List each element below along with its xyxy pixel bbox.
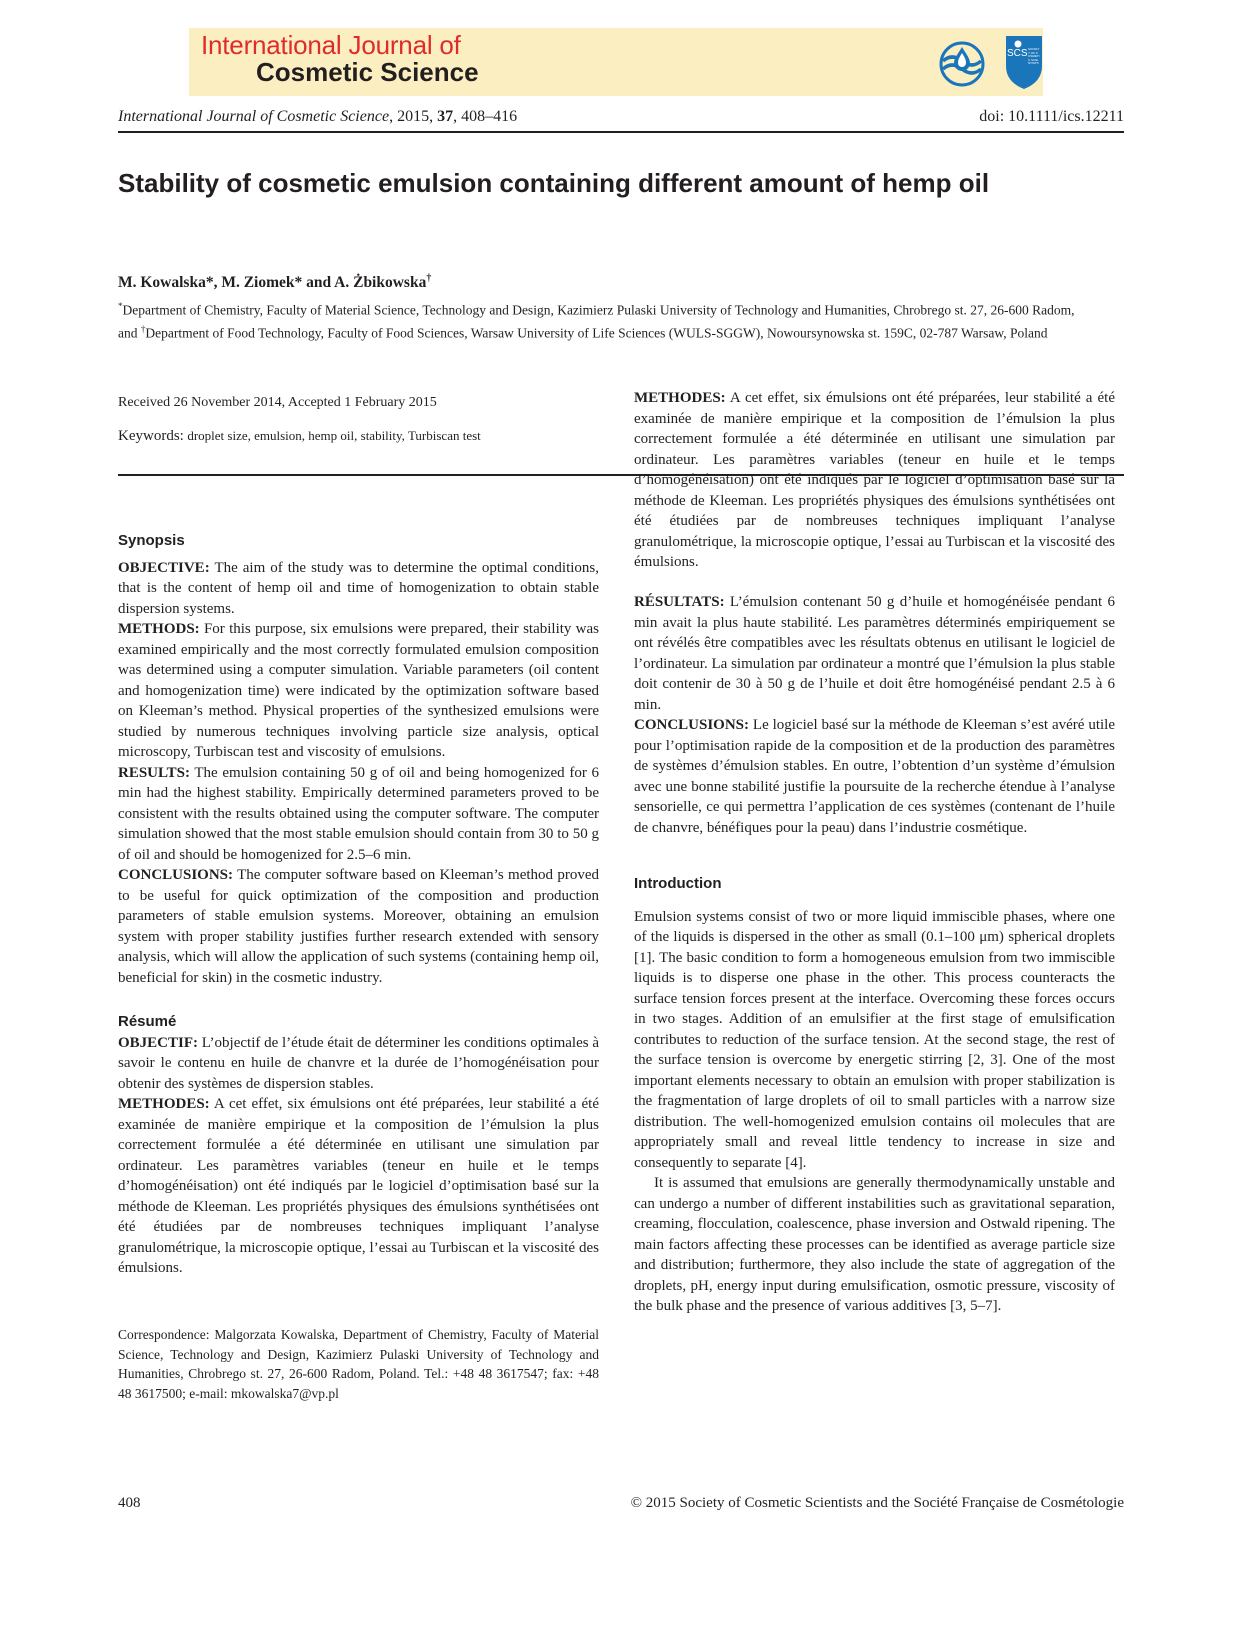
results-label: RESULTS: <box>118 764 190 781</box>
synopsis-conclusions <box>118 865 599 988</box>
resume-methodes-continued <box>634 390 1115 592</box>
journal-title-line1: International Journal of <box>201 30 461 60</box>
affiliation-2: Department of Food Technology, Faculty of Food Sciences, Warsaw University of Life Sciences (WULS-SGGW), Nowoursynowska st. 159C, 02-787 Warsaw, Poland <box>145 325 1048 341</box>
synopsis-heading: Synopsis <box>118 532 185 549</box>
resume-heading: Résumé <box>118 1013 177 1030</box>
journal-logo-title <box>201 32 479 85</box>
resultats-text: L’émulsion contenant 50 g d’huile et homogénéisée pendant 6 min avait la plus haute stabilité. Les paramètres déterminés empiriquement se ont révélés être compatibles avec les résultats obtenus en utilisant le logiciel de l’ordinateur. La simulation par ordinateur a montré que l’émulsion la plus stable doit contenir de 30 à 50 g de l’huile et doit être homogénéisé pendant 2.5 à 6 min. <box>634 594 1116 713</box>
resume-objectif <box>118 1033 599 1095</box>
resume-methodes <box>118 1094 599 1279</box>
introduction-para-1: Emulsion systems consist of two or more liquid immiscible phases, where one of the liquids is dispersed in the other as small (0.1–100 μm) spherical droplets [1]. The basic condition to form a homogeneous emulsion from two immiscible liquids is to disperse one phase in the other. This process counteracts the surface tension forces present at the interface. Overcoming these forces occurs in two stages. Addition of an emulsifier at the first stage of emulsification contributes to reduction of the surface tension. At the second stage, the rest of the surface tension is overcome by energetic stirring [2, 3]. One of the most important elements necessary to obtain an emulsion with proper stabilization is the fragmentation of large droplets of oil to small particles with a narrow size distribution. The well-homogenized emulsion contains oil molecules that are appropriately small and reveal little tendency to increase in size and consequently to separate [4]. <box>634 908 1115 1171</box>
conclusions-text: The computer software based on Kleeman’s method proved to be useful for quick optimization of the composition and production parameters of stable emulsion systems. Moreover, obtaining an emulsion system with proper stability justifies further research extended with sensory analysis, which will allow the application of such systems (containing hemp oil, beneficial for skin) in the cosmetic industry. <box>118 867 599 986</box>
methods-text: For this purpose, six emulsions were prepared, their stability was examined empirically and the most correctly formulated emulsion composition was determined using a computer simulation. Variable parameters (oil content and homogenization time) were indicated by the optimization software based on Kleeman’s method. Physical properties of the synthesized emulsions were studied by numerous techniques involving particle size analysis, optical microscopy, Turbiscan test and viscosity of emulsions. <box>118 621 599 760</box>
society-shield <box>1004 34 1044 90</box>
left-column <box>118 531 599 1276</box>
resume-resultats <box>634 592 1115 715</box>
citation-volume: 37 <box>437 108 454 125</box>
objective-text: The aim of the study was to determine the optimal conditions, that is the content of hemp oil and time of homogenization to obtain stable dispersion systems. <box>118 559 599 617</box>
synopsis-objective <box>118 558 599 620</box>
keywords-list: droplet size, emulsion, hemp oil, stability, Turbiscan test <box>187 428 481 443</box>
resume-conclusions <box>634 715 1115 838</box>
citation <box>118 108 517 126</box>
resume-conclusions-label: CONCLUSIONS: <box>634 717 750 733</box>
resume-methodes-clip <box>118 1094 599 1276</box>
introduction-para-2: It is assumed that emulsions are generally thermodynamically unstable and can undergo a number of different instabilities such as gravitational separation, creaming, flocculation, coalescence, phase inversion and Ostwald ripening. The main factors affecting these processes can be identified as average particle size and distribution; furthermore, they also include the state of aggregation of the droplets, pH, energy input during emulsification, osmotic pressure, viscosity of the bulk phase and the presence of various additives [3, 5–7]. <box>634 1175 1115 1314</box>
copyright: © 2015 Society of Cosmetic Scientists and the Société Française de Cosmétologie <box>630 1495 1124 1511</box>
author-names: M. Kowalska*, M. Ziomek* and A. Żbikowska <box>118 274 427 292</box>
affiliation-mark-2: † <box>140 324 146 334</box>
header-rule <box>118 131 1124 133</box>
synopsis-methods <box>118 619 599 763</box>
methodes-text: A cet effet, six émulsions ont été préparées, leur stabilité a été examinée de manière empirique et la composition de l’émulsion la plus correctement formulée a été déterminée en utilisant une simulation par ordinateur. Les paramètres variables (teneur en huile et le temps d’homogénéisation) ont été indiqués par le logiciel d’optimisation basé sur la méthode de Kleeman. Les propriétés physiques des émulsions synthétisées ont été étudiées par de nombreuses techniques impliquant l’analyse granulométrique, la microscopie optique, l’essai au Turbiscan et la viscosité des émulsions. <box>118 1096 599 1276</box>
article-title: Stability of cosmetic emulsion containing different amount of hemp oil <box>118 168 990 198</box>
methodes-continued <box>634 388 1115 573</box>
page-number: 408 <box>118 1495 141 1511</box>
authors <box>118 273 431 292</box>
received-dates: Received 26 November 2014, Accepted 1 February 2015 <box>118 395 437 410</box>
methods-label: METHODS: <box>118 621 200 637</box>
society-badge-caption: SOCIETY OF COSMETIC SCIENTISTS <box>1028 47 1040 65</box>
conclusions-label: CONCLUSIONS: <box>118 867 234 883</box>
keywords <box>118 428 481 445</box>
objectif-label: OBJECTIF: <box>118 1034 199 1051</box>
affiliation-1: Department of Chemistry, Faculty of Material Science, Technology and Design, Kazimierz Pulaski University of Technology and Humanities, Chrobrego st. 27, 26-600 Radom, and <box>118 302 1075 341</box>
methodes-text-continued: A cet effet, six émulsions ont été préparées, leur stabilité a été examinée de manière empirique et la composition de l’émulsion la plus correctement formulée a été déterminée en utilisant une simulation par ordinateur. Les paramètres variables (teneur en huile et le temps d’homogénéisation) ont été indiqués par le logiciel d’optimisation basé sur la méthode de Kleeman. Les propriétés physiques des émulsions synthétisées ont été étudiées par de nombreuses techniques impliquant l’analyse granulométrique, la microscopie optique, l’essai au Turbiscan et la viscosité des émulsions. <box>634 390 1115 570</box>
introduction-heading: Introduction <box>634 875 722 892</box>
correspondence: Correspondence: Malgorzata Kowalska, Department of Chemistry, Faculty of Material Science, Technology and Design, Kazimierz Pulaski University of Technology and Humanities, Chrobrego st. 27, 26-600 Radom, Poland. Tel.: +48 48 3617547; fax: +48 48 3617500; e-mail: mkowalska7@vp.pl <box>118 1327 599 1401</box>
author-dagger: † <box>426 273 432 284</box>
journal-title-line2: Cosmetic Science <box>256 56 479 87</box>
resultats-label: RÉSULTATS: <box>634 594 725 610</box>
citation-journal: International Journal of Cosmetic Science <box>118 108 390 125</box>
synopsis-results <box>118 763 599 866</box>
right-column <box>634 390 1116 1317</box>
keywords-label: Keywords: <box>118 428 184 444</box>
methodes-label-hidden: METHODES: <box>634 390 726 406</box>
affiliations <box>118 297 1078 343</box>
results-text: The emulsion containing 50 g of oil and being homogenized for 6 min had the highest stability. Empirically determined parameters proved to be consistent with the results obtained using the computer software. The computer simulation showed that the most stable emulsion should contain from 30 to 50 g of oil and should be homogenized for 2.5–6 min. <box>118 764 599 863</box>
citation-pages: , 408–416 <box>453 108 518 125</box>
objectif-text: L’objectif de l’étude était de déterminer les conditions optimales à savoir le contenu en huile de chanvre et la durée de l’homogénéisation pour obtenir des systèmes de dispersion stables. <box>118 1034 599 1092</box>
objective-label: OBJECTIVE: <box>118 559 210 576</box>
society-badge-text: SCS <box>1007 48 1028 59</box>
methodes-label: METHODES: <box>118 1096 210 1112</box>
affiliation-mark-1: * <box>118 301 123 311</box>
drop-logo-icon <box>935 41 991 87</box>
doi: doi: 10.1111/ics.12211 <box>979 108 1124 125</box>
resume-conclusions-text: Le logiciel basé sur la méthode de Kleeman s’est avéré utile pour l’optimisation rapide de la composition et de la production des paramètres de systèmes d’émulsion stables. En outre, l’obtention d’un système d’émulsion avec une bonne stabilité justifie la poursuite de la recherche étendue à l’analyse sensorielle, ce qui permettra l’application de ces systèmes (contenant de l’huile de chanvre, bénéfiques pour la peau) dans l’industrie cosmétique. <box>634 717 1115 836</box>
citation-year: , 2015, <box>389 108 438 125</box>
